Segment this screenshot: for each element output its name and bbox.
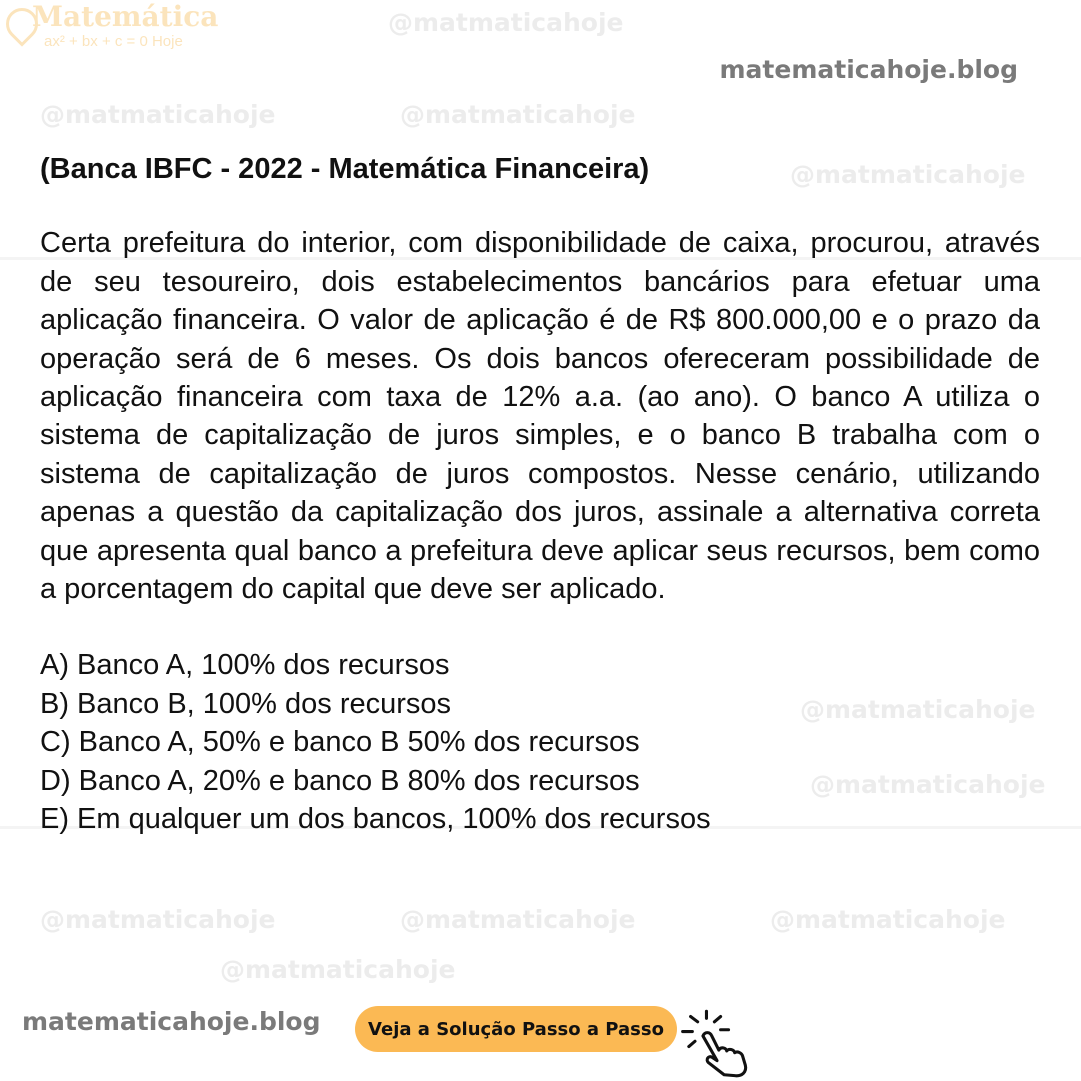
pointing-hand-click-icon — [680, 1005, 755, 1081]
watermark: @matmaticahoje — [400, 100, 636, 129]
watermark: @matmaticahoje — [800, 695, 1036, 724]
question-title: (Banca IBFC - 2022 - Matemática Financeira) — [40, 153, 650, 185]
watermark: @matmaticahoje — [770, 905, 1006, 934]
watermark: @matmaticahoje — [40, 100, 276, 129]
watermark: @matmaticahoje — [220, 955, 456, 984]
site-url-bottom: matematicahoje.blog — [22, 1007, 321, 1036]
logo — [4, 2, 224, 54]
logo-subtitle: ax² + bx + c = 0 Hoje — [44, 33, 183, 50]
option-e: E) Em qualquer um dos bancos, 100% dos recursos — [40, 803, 711, 836]
option-d: D) Banco A, 20% e banco B 80% dos recursos — [40, 764, 640, 797]
logo-title: Matemática — [32, 0, 219, 33]
watermark: @matmaticahoje — [810, 770, 1046, 799]
watermark: @matmaticahoje — [388, 8, 624, 37]
option-a: A) Banco A, 100% dos recursos — [40, 649, 450, 682]
question — [40, 150, 1040, 839]
question-body: Certa prefeitura do interior, com disponibilidade de caixa, procurou, através de seu tesoureiro, dois estabelecimentos bancários para efetuar uma aplicação financeira. O valor de aplicação é de R$ 800.000,00 e o prazo da operação será de 6 meses. Os dois bancos ofereceram possibilidade de aplicação financeira com taxa de 12% a.a. (ao ano). O banco A utiliza o sistema de capitalização de juros simples, e o banco B trabalha com o sistema de capitalização de juros compostos. Nesse cenário, utilizando apenas a questão da capitalização dos juros, assinale a alternativa correta que apresenta qual banco a prefeitura deve aplicar seus recursos, bem como a porcentagem do capital que deve ser aplicado. — [40, 227, 1040, 606]
watermark: @matmaticahoje — [790, 160, 1026, 189]
option-c: C) Banco A, 50% e banco B 50% dos recursos — [40, 726, 640, 759]
watermark: @matmaticahoje — [40, 905, 276, 934]
site-url-top: matematicahoje.blog — [719, 55, 1018, 84]
view-solution-button[interactable]: Veja a Solução Passo a Passo — [355, 1006, 677, 1052]
option-b: B) Banco B, 100% dos recursos — [40, 687, 452, 720]
watermark: @matmaticahoje — [400, 905, 636, 934]
